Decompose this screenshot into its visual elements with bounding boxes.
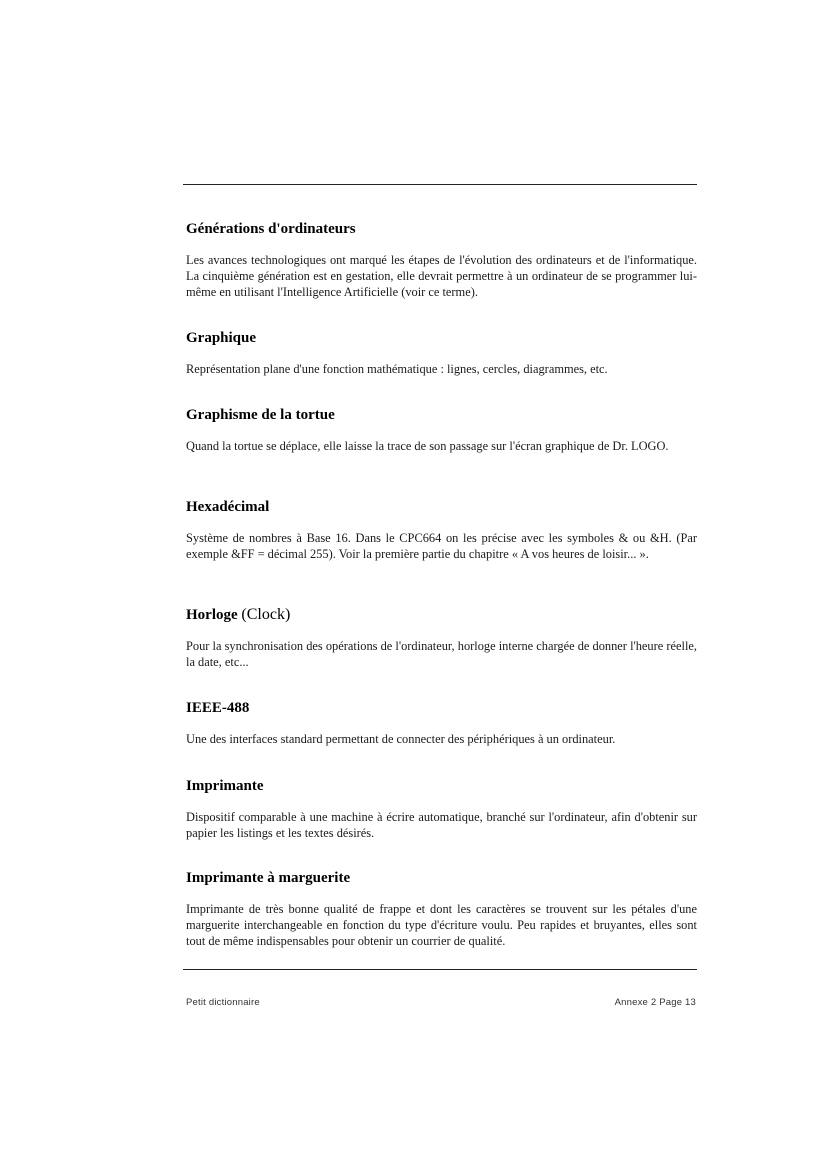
entry-definition: Pour la synchronisation des opérations de l'ordinateur, horloge interne chargée de donner l'heure réelle, la date, etc... — [186, 639, 697, 669]
entry-term — [186, 869, 697, 887]
glossary-entry — [186, 406, 697, 454]
footer-page-number: Annexe 2 Page 13 — [614, 997, 696, 1008]
entry-definition: Représentation plane d'une fonction mathématique : lignes, cercles, diagrammes, etc. — [186, 362, 608, 376]
term-text: Graphique — [186, 330, 257, 346]
glossary-entry — [186, 777, 697, 841]
term-aside: (Clock) — [241, 606, 291, 623]
glossary-entry — [186, 606, 697, 670]
footer-section-title: Petit dictionnaire — [186, 997, 260, 1008]
entry-definition: Quand la tortue se déplace, elle laisse la trace de son passage sur l'écran graphique de Dr. LOGO. — [186, 439, 669, 453]
entry-definition: Système de nombres à Base 16. Dans le CPC664 on les précise avec les symboles & ou &H. (Par exemple &FF = décimal 255). Voir la première partie du chapitre « A vos heures de loisir... ». — [186, 531, 697, 561]
entry-definition: Dispositif comparable à une machine à écrire automatique, branché sur l'ordinateur, afin d'obtenir sur papier les listings et les textes désirés. — [186, 810, 697, 840]
term-text: Horloge — [186, 607, 238, 623]
term-text: Hexadécimal — [186, 499, 270, 515]
bottom-rule — [183, 969, 697, 970]
entry-definition: Une des interfaces standard permettant de connecter des périphériques à un ordinateur. — [186, 732, 616, 746]
entry-term — [186, 606, 697, 624]
term-text: Imprimante — [186, 778, 264, 794]
term-text: Imprimante à marguerite — [186, 870, 351, 886]
entry-term — [186, 498, 697, 516]
glossary-entry — [186, 869, 697, 949]
entry-term — [186, 777, 697, 795]
term-text: IEEE-488 — [186, 700, 250, 716]
top-rule — [183, 184, 697, 185]
term-text: Graphisme de la tortue — [186, 407, 335, 423]
entry-term — [186, 699, 697, 717]
glossary-entry — [186, 498, 697, 562]
entry-definition: Imprimante de très bonne qualité de frappe et dont les caractères se trouvent sur les pétales d'une marguerite interchangeable en fonction du type d'écriture voulu. Peu rapides et bruyantes, elles sont tout de même indispensables pour obtenir un courrier de qualité. — [186, 902, 697, 948]
glossary-entry — [186, 699, 697, 747]
entry-definition: Les avances technologiques ont marqué les étapes de l'évolution des ordinateurs et de l'informatique. La cinquième génération est en gestation, elle devrait permettre à un ordinateur de se programmer lui-même en utilisant l'Intelligence Artificielle (voir ce terme). — [186, 253, 697, 299]
entry-term — [186, 329, 697, 347]
entry-term — [186, 406, 697, 424]
entry-term — [186, 220, 697, 238]
term-text: Générations d'ordinateurs — [186, 221, 356, 237]
glossary-entry — [186, 329, 697, 377]
glossary-entry — [186, 220, 697, 300]
